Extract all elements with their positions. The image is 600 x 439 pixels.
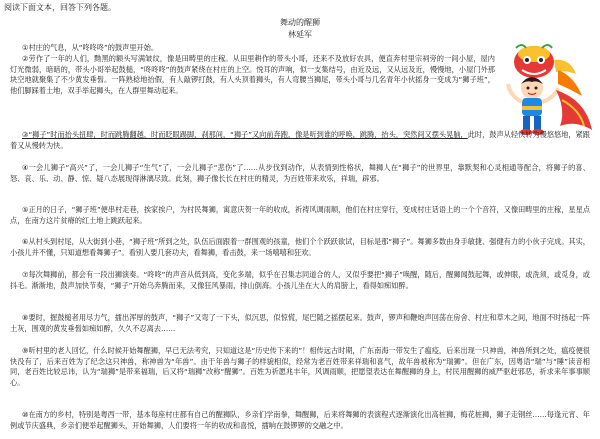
paragraph-text: ⑨听村里的老人回忆，什么时候开始舞醒狮，早已无法考究，只知道这是“历史传下来的”！相传远古时期，广东南海一带发生了瘟疫，后来出现一只神兽，神兽所到之处，瘟疫便很快没有了，后来百姓为了纪念这只神兽，称神兽为“年兽”。由于年兽与狮子的样貌相似，经常为老百姓带来祥瑞和喜气，故年兽被称为“瑞狮”。但在广东，因粤语“瑞”与“睡”读音相同，老百姓比较忌讳，认为“瑞狮”是带来福瑞，后又将“瑞狮”改称“醒狮”。百姓为祈愿兆丰年，风调雨顺，把愿望表达在舞醒狮的身上，村民用醒狮的威严驱赶邪恶，祈求来年事事顺心。	[10, 346, 590, 387]
lion-dance-illustration-icon	[496, 40, 596, 140]
underlined-sentence: ③“狮子”时而抬头扭肆，时而跳腾翻越，时而眨眼踢脚，刹那间，“狮子”又向前奔跑，像是听到谁的呼唤，跳腾，抬头，突然间又摆头晃脑，	[22, 130, 468, 139]
paragraph-text: ④一会儿狮子“高兴”了，一会儿狮子“生气”了，一会儿狮子“悲伤”了……从步伐到动作，从表情到性格状，舞狮人在“狮子”的世界里，靠默契和心灵相通等配合，将狮子的喜、怒、哀、乐、动、静、惊、疑八态展现得淋漓尽致。此刻，狮子像长长在村庄的精灵，为百姓带来欢乐，祥瑞，辟邪。	[10, 163, 590, 183]
paragraph-9	[10, 346, 590, 410]
paragraph-8	[10, 313, 590, 345]
paragraph-text: ⑧要时，握鼓槌者用尽力气，擂出浑厚的鼓声，“狮子”又弯了一下头，似沉思，似惊慌，尾巴随之摇摆起来。鼓声，锣声和鞭炮声回荡在房舍、村庄和草木之间，地面不时扬起一阵土灰，围观的黄发垂髫如痴如醉，久久不忍离去……	[10, 313, 590, 333]
paragraph-7	[10, 270, 590, 313]
paragraph-10	[10, 410, 590, 439]
instruction-text: 阅读下面文本，回答下列各题。	[4, 3, 116, 12]
article-author: 林延军	[288, 30, 312, 39]
paragraph-6	[10, 237, 590, 269]
paragraph-5	[10, 205, 590, 237]
paragraph-text: 此时，鼓声从轻快转为慢悠悠地，紧跟着又从慢转为快。	[10, 130, 590, 150]
paragraph-2	[10, 54, 495, 118]
article-title: 舞动的醒狮	[280, 18, 320, 27]
paragraph-text: ②劳作了一年的人们，黝黑的额头写满皱纹，像是田畴里的庄稼。从田里耕作的带头小哥，还来不及放好农具，便直奔村里宗祠旁的一间小屋，屋内灯光微弱，暗暗的，带头小哥举起鼓槌，“咚咚咚”的鼓声紧绕在村庄的上空。悦耳的声响，似一支集结号，由近及远，又从远及近，慢慢地，小屋门外那块空地就聚集了不少黄发垂髫。一阵熟稔地抬假，有人敲锣打鼓，有人头顶着狮头，有人弯腰当狮尾，带头小哥与几名青年小伙摇身一变成为“狮子班”，他们脚踩着土地，双手举起狮头，在人群里舞动起来。	[10, 54, 495, 95]
paragraph-text: ⑦每次舞狮前，都会有一段出狮演奏。“咚咚”的声音从低到高，变化多端，似乎在召集志同道合的人，又似乎要把“狮子”唤醒，随后，醒狮闻鼓起舞，或伸眼，或洗须，或觅身，或抖毛。渐渐地，鼓声加快节奏，“狮子”开始乌奔腾而来，又像狂风暴雨，排山倒海。小孩儿坐在大人的肩膀上，看得如痴如醉。	[10, 270, 590, 290]
paragraph-text: ⑩在南方的乡村，特别是粤西一带，基本每座村庄都有自己的醒狮队，乡亲们学南拳，舞醒狮，后来将舞狮的表演程式逐渐演化出高桩狮，梅花桩狮，狮子走钢丝……每逢元宵、年例或节庆盛典，乡亲们便举起醒狮头，开始舞狮，人们要将一年的收成和喜悦，擂响在鼓锣锣的交融之中。	[10, 410, 590, 430]
paragraph-3	[10, 130, 590, 162]
paragraph-text: ①村庄的气息，从“咚咚咚”的鼓声里开始。	[22, 43, 159, 52]
paragraph-4	[10, 163, 590, 206]
paragraph-text: ⑥从村头到村尾，从大街到小巷，“狮子班”所到之处，队伍后面跟着一群围观的孩童，他们个个跃跃欲试，目标是那“狮子”。舞狮多数由身手敏捷、强健有力的小伙子完成。其实，小孩儿并不懂，只知道想看舞狮子”。看别人要几套功夫，看舞狮，看击鼓，来一场嘻嘻和狂欢。	[10, 237, 590, 257]
paragraph-1	[10, 43, 495, 54]
paragraph-text: ⑤正月的日子，“狮子班”便串村走巷，挨家挨户，为村民舞狮，寓意庆贺一年的收成，祈祷风调雨顺，他们在村庄穿行，变成村庄话语上的一个个音符，又像田畴里的庄稼，星星点点，在南方这片贫瘠的红土地上跳跃起来。	[10, 205, 590, 225]
